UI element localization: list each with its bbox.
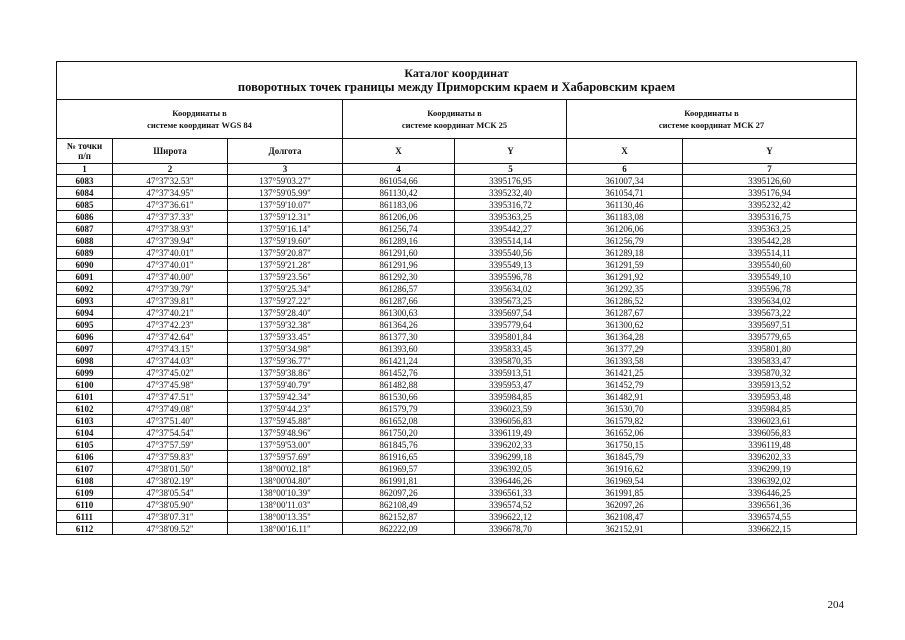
longitude-cell: 137°59'10.07" xyxy=(228,199,343,211)
longitude-cell: 137°59'25.34" xyxy=(228,283,343,295)
y-msk25-cell: 3395833,45 xyxy=(455,343,567,355)
latitude-cell: 47°37'54.54" xyxy=(113,427,228,439)
x-msk27-cell: 361300,62 xyxy=(567,319,683,331)
y-msk27-cell: 3395596,78 xyxy=(683,283,857,295)
group-header-line: системе координат МСК 25 xyxy=(401,120,508,130)
longitude-cell: 137°59'53.00" xyxy=(228,439,343,451)
y-msk27-cell: 3395176,94 xyxy=(683,187,857,199)
longitude-cell: 138°00'16.11" xyxy=(228,523,343,535)
x-msk25-cell: 861421,24 xyxy=(343,355,455,367)
point-number-cell: 6102 xyxy=(57,403,113,415)
point-number-cell: 6087 xyxy=(57,223,113,235)
y-msk25-cell: 3395596,78 xyxy=(455,271,567,283)
latitude-cell: 47°37'45.98" xyxy=(113,379,228,391)
longitude-cell: 137°59'20.87" xyxy=(228,247,343,259)
column-number: 4 xyxy=(343,164,455,175)
y-msk25-cell: 3396056,83 xyxy=(455,415,567,427)
point-number-cell: 6091 xyxy=(57,271,113,283)
latitude-cell: 47°37'43.15" xyxy=(113,343,228,355)
y-msk27-cell: 3395953,48 xyxy=(683,391,857,403)
y-msk25-cell: 3396202,33 xyxy=(455,439,567,451)
y-msk27-cell: 3396056,83 xyxy=(683,427,857,439)
y-msk25-cell: 3395913,51 xyxy=(455,367,567,379)
x-msk27-cell: 361287,67 xyxy=(567,307,683,319)
x-msk27-cell: 361750,15 xyxy=(567,439,683,451)
latitude-cell: 47°37'37.33" xyxy=(113,211,228,223)
point-number-cell: 6098 xyxy=(57,355,113,367)
longitude-cell: 137°59'45.88" xyxy=(228,415,343,427)
x-msk25-cell: 861289,16 xyxy=(343,235,455,247)
x-msk25-cell: 861286,57 xyxy=(343,283,455,295)
y-msk27-cell: 3396023,61 xyxy=(683,415,857,427)
x-msk27-cell: 361206,06 xyxy=(567,223,683,235)
point-number-cell: 6107 xyxy=(57,463,113,475)
latitude-cell: 47°37'47.51" xyxy=(113,391,228,403)
point-number-cell: 6108 xyxy=(57,475,113,487)
column-header-x-msk25: X xyxy=(343,139,455,164)
latitude-cell: 47°37'45.02" xyxy=(113,367,228,379)
y-msk25-cell: 3395363,25 xyxy=(455,211,567,223)
table-row xyxy=(57,175,857,187)
y-msk27-cell: 3395634,02 xyxy=(683,295,857,307)
x-msk27-cell: 361482,91 xyxy=(567,391,683,403)
table-row xyxy=(57,235,857,247)
latitude-cell: 47°37'39.81" xyxy=(113,295,228,307)
table-row xyxy=(57,295,857,307)
point-number-cell: 6109 xyxy=(57,487,113,499)
point-number-cell: 6106 xyxy=(57,451,113,463)
x-msk25-cell: 861377,30 xyxy=(343,331,455,343)
y-msk27-cell: 3396574,55 xyxy=(683,511,857,523)
point-number-cell: 6086 xyxy=(57,211,113,223)
y-msk27-cell: 3395779,65 xyxy=(683,331,857,343)
y-msk25-cell: 3395176,95 xyxy=(455,175,567,187)
y-msk25-cell: 3395514,14 xyxy=(455,235,567,247)
y-msk25-cell: 3395540,56 xyxy=(455,247,567,259)
point-number-cell: 6105 xyxy=(57,439,113,451)
group-header-line: Координаты в xyxy=(684,108,739,118)
longitude-cell: 137°59'19.60" xyxy=(228,235,343,247)
table-row xyxy=(57,271,857,283)
x-msk25-cell: 862222,09 xyxy=(343,523,455,535)
x-msk27-cell: 361291,59 xyxy=(567,259,683,271)
x-msk25-cell: 862108,49 xyxy=(343,499,455,511)
y-msk25-cell: 3396622,12 xyxy=(455,511,567,523)
x-msk25-cell: 861364,26 xyxy=(343,319,455,331)
x-msk27-cell: 361130,46 xyxy=(567,199,683,211)
point-number-cell: 6089 xyxy=(57,247,113,259)
point-number-cell: 6090 xyxy=(57,259,113,271)
longitude-cell: 137°59'03.27" xyxy=(228,175,343,187)
latitude-cell: 47°37'34.95" xyxy=(113,187,228,199)
column-number: 1 xyxy=(57,164,113,175)
table-subtitle: поворотных точек границы между Приморским краем и Хабаровским краем xyxy=(237,80,676,94)
table-row xyxy=(57,247,857,259)
x-msk25-cell: 861482,88 xyxy=(343,379,455,391)
table-row xyxy=(57,499,857,511)
x-msk25-cell: 862152,87 xyxy=(343,511,455,523)
y-msk27-cell: 3395673,22 xyxy=(683,307,857,319)
longitude-cell: 137°59'33.45" xyxy=(228,331,343,343)
column-header-latitude: Широта xyxy=(113,139,228,164)
table-row xyxy=(57,211,857,223)
y-msk27-cell: 3395316,75 xyxy=(683,211,857,223)
latitude-cell: 47°37'38.93" xyxy=(113,223,228,235)
y-msk25-cell: 3395442,27 xyxy=(455,223,567,235)
latitude-cell: 47°37'49.08" xyxy=(113,403,228,415)
longitude-cell: 137°59'21.28" xyxy=(228,259,343,271)
y-msk25-cell: 3395801,84 xyxy=(455,331,567,343)
point-number-cell: 6096 xyxy=(57,331,113,343)
longitude-cell: 137°59'48.96" xyxy=(228,427,343,439)
table-row xyxy=(57,427,857,439)
y-msk27-cell: 3395442,28 xyxy=(683,235,857,247)
y-msk25-cell: 3396446,26 xyxy=(455,475,567,487)
longitude-cell: 138°00'13.35" xyxy=(228,511,343,523)
table-row xyxy=(57,367,857,379)
x-msk25-cell: 861579,79 xyxy=(343,403,455,415)
y-msk27-cell: 3395232,42 xyxy=(683,199,857,211)
y-msk27-cell: 3396119,48 xyxy=(683,439,857,451)
longitude-cell: 138°00'04.80" xyxy=(228,475,343,487)
latitude-cell: 47°38'02.19" xyxy=(113,475,228,487)
page-number: 204 xyxy=(827,599,844,611)
x-msk27-cell: 362097,26 xyxy=(567,499,683,511)
point-number-cell: 6083 xyxy=(57,175,113,187)
point-number-cell: 6104 xyxy=(57,427,113,439)
table-row xyxy=(57,475,857,487)
column-number: 7 xyxy=(683,164,857,175)
latitude-cell: 47°37'40.01" xyxy=(113,259,228,271)
x-msk27-cell: 361530,70 xyxy=(567,403,683,415)
y-msk27-cell: 3395984,85 xyxy=(683,403,857,415)
x-msk25-cell: 861256,74 xyxy=(343,223,455,235)
latitude-cell: 47°37'44.03" xyxy=(113,355,228,367)
y-msk27-cell: 3395363,25 xyxy=(683,223,857,235)
longitude-cell: 137°59'44.23" xyxy=(228,403,343,415)
column-header-longitude: Долгота xyxy=(228,139,343,164)
x-msk27-cell: 361652,06 xyxy=(567,427,683,439)
column-header-line: п/п xyxy=(78,151,91,161)
point-number-cell: 6095 xyxy=(57,319,113,331)
x-msk25-cell: 861530,66 xyxy=(343,391,455,403)
latitude-cell: 47°37'42.64" xyxy=(113,331,228,343)
point-number-cell: 6112 xyxy=(57,523,113,535)
y-msk25-cell: 3396574,52 xyxy=(455,499,567,511)
column-header-y-msk25: Y xyxy=(455,139,567,164)
x-msk27-cell: 361291,92 xyxy=(567,271,683,283)
table-row xyxy=(57,223,857,235)
column-header-point xyxy=(57,139,113,164)
x-msk25-cell: 861130,42 xyxy=(343,187,455,199)
x-msk27-cell: 361289,18 xyxy=(567,247,683,259)
y-msk25-cell: 3395673,25 xyxy=(455,295,567,307)
x-msk25-cell: 861287,66 xyxy=(343,295,455,307)
x-msk27-cell: 361286,52 xyxy=(567,295,683,307)
y-msk25-cell: 3395316,72 xyxy=(455,199,567,211)
y-msk25-cell: 3395232,40 xyxy=(455,187,567,199)
table-row xyxy=(57,199,857,211)
column-header-line: № точки xyxy=(66,141,103,151)
x-msk25-cell: 861750,20 xyxy=(343,427,455,439)
x-msk27-cell: 361421,25 xyxy=(567,367,683,379)
coordinate-table xyxy=(56,61,857,535)
x-msk27-cell: 361183,08 xyxy=(567,211,683,223)
table-row xyxy=(57,415,857,427)
point-number-cell: 6094 xyxy=(57,307,113,319)
longitude-cell: 137°59'40.79" xyxy=(228,379,343,391)
point-number-cell: 6088 xyxy=(57,235,113,247)
column-number: 6 xyxy=(567,164,683,175)
latitude-cell: 47°37'59.83" xyxy=(113,451,228,463)
x-msk25-cell: 861183,06 xyxy=(343,199,455,211)
longitude-cell: 137°59'27.22" xyxy=(228,295,343,307)
y-msk25-cell: 3395953,47 xyxy=(455,379,567,391)
table-row xyxy=(57,283,857,295)
latitude-cell: 47°37'51.40" xyxy=(113,415,228,427)
x-msk27-cell: 361364,28 xyxy=(567,331,683,343)
x-msk25-cell: 861916,65 xyxy=(343,451,455,463)
table-row xyxy=(57,343,857,355)
latitude-cell: 47°37'40.01" xyxy=(113,247,228,259)
y-msk25-cell: 3395984,85 xyxy=(455,391,567,403)
latitude-cell: 47°38'09.52" xyxy=(113,523,228,535)
y-msk27-cell: 3395549,10 xyxy=(683,271,857,283)
table-row xyxy=(57,379,857,391)
column-header-y-msk27: Y xyxy=(683,139,857,164)
x-msk25-cell: 861452,76 xyxy=(343,367,455,379)
table-row xyxy=(57,307,857,319)
point-number-cell: 6093 xyxy=(57,295,113,307)
y-msk27-cell: 3395126,60 xyxy=(683,175,857,187)
x-msk27-cell: 361377,29 xyxy=(567,343,683,355)
point-number-cell: 6085 xyxy=(57,199,113,211)
point-number-cell: 6092 xyxy=(57,283,113,295)
point-number-cell: 6103 xyxy=(57,415,113,427)
latitude-cell: 47°38'05.54" xyxy=(113,487,228,499)
y-msk25-cell: 3396561,33 xyxy=(455,487,567,499)
longitude-cell: 137°59'28.40" xyxy=(228,307,343,319)
longitude-cell: 138°00'02.18" xyxy=(228,463,343,475)
point-number-cell: 6100 xyxy=(57,379,113,391)
table-title: Каталог координат xyxy=(404,66,509,80)
point-number-cell: 6099 xyxy=(57,367,113,379)
y-msk27-cell: 3395540,60 xyxy=(683,259,857,271)
y-msk25-cell: 3395870,35 xyxy=(455,355,567,367)
y-msk27-cell: 3396202,33 xyxy=(683,451,857,463)
point-number-cell: 6101 xyxy=(57,391,113,403)
table-row xyxy=(57,259,857,271)
group-header-line: Координаты в xyxy=(172,108,227,118)
y-msk25-cell: 3396392,05 xyxy=(455,463,567,475)
table-row xyxy=(57,523,857,535)
table-row xyxy=(57,331,857,343)
point-number-cell: 6084 xyxy=(57,187,113,199)
latitude-cell: 47°37'40.21" xyxy=(113,307,228,319)
x-msk25-cell: 862097,26 xyxy=(343,487,455,499)
latitude-cell: 47°38'05.90" xyxy=(113,499,228,511)
table-row xyxy=(57,319,857,331)
x-msk25-cell: 861206,06 xyxy=(343,211,455,223)
y-msk27-cell: 3395913,52 xyxy=(683,379,857,391)
x-msk25-cell: 861300,63 xyxy=(343,307,455,319)
y-msk27-cell: 3395514,11 xyxy=(683,247,857,259)
x-msk25-cell: 861054,66 xyxy=(343,175,455,187)
y-msk27-cell: 3395801,80 xyxy=(683,343,857,355)
x-msk25-cell: 861969,57 xyxy=(343,463,455,475)
x-msk27-cell: 361292,35 xyxy=(567,283,683,295)
x-msk27-cell: 361845,79 xyxy=(567,451,683,463)
y-msk27-cell: 3396561,36 xyxy=(683,499,857,511)
latitude-cell: 47°38'07.31" xyxy=(113,511,228,523)
y-msk27-cell: 3396622,15 xyxy=(683,523,857,535)
table-title-cell xyxy=(57,62,857,100)
x-msk27-cell: 361054,71 xyxy=(567,187,683,199)
x-msk25-cell: 861291,96 xyxy=(343,259,455,271)
latitude-cell: 47°37'32.53" xyxy=(113,175,228,187)
y-msk25-cell: 3396299,18 xyxy=(455,451,567,463)
column-number: 3 xyxy=(228,164,343,175)
latitude-cell: 47°37'39.94" xyxy=(113,235,228,247)
x-msk25-cell: 861652,08 xyxy=(343,415,455,427)
table-row xyxy=(57,451,857,463)
longitude-cell: 137°59'05.99" xyxy=(228,187,343,199)
y-msk25-cell: 3395697,54 xyxy=(455,307,567,319)
longitude-cell: 137°59'32.38" xyxy=(228,319,343,331)
column-number: 5 xyxy=(455,164,567,175)
x-msk25-cell: 861393,60 xyxy=(343,343,455,355)
table-row xyxy=(57,511,857,523)
x-msk27-cell: 361452,79 xyxy=(567,379,683,391)
y-msk25-cell: 3396119,49 xyxy=(455,427,567,439)
latitude-cell: 47°37'39.79" xyxy=(113,283,228,295)
longitude-cell: 137°59'42.34" xyxy=(228,391,343,403)
table-row xyxy=(57,463,857,475)
y-msk25-cell: 3396023,59 xyxy=(455,403,567,415)
y-msk27-cell: 3396446,25 xyxy=(683,487,857,499)
x-msk27-cell: 362152,91 xyxy=(567,523,683,535)
table-row xyxy=(57,391,857,403)
y-msk25-cell: 3395634,02 xyxy=(455,283,567,295)
y-msk25-cell: 3396678,70 xyxy=(455,523,567,535)
latitude-cell: 47°37'57.59" xyxy=(113,439,228,451)
coordinate-catalog-sheet xyxy=(56,61,856,535)
y-msk27-cell: 3396299,19 xyxy=(683,463,857,475)
longitude-cell: 137°59'16.14" xyxy=(228,223,343,235)
latitude-cell: 47°37'36.61" xyxy=(113,199,228,211)
group-header-msk27 xyxy=(567,100,857,139)
latitude-cell: 47°37'42.23" xyxy=(113,319,228,331)
column-number: 2 xyxy=(113,164,228,175)
table-row xyxy=(57,187,857,199)
x-msk25-cell: 861292,30 xyxy=(343,271,455,283)
latitude-cell: 47°38'01.50" xyxy=(113,463,228,475)
table-row xyxy=(57,403,857,415)
longitude-cell: 138°00'11.03" xyxy=(228,499,343,511)
y-msk27-cell: 3395697,51 xyxy=(683,319,857,331)
x-msk27-cell: 361393,58 xyxy=(567,355,683,367)
x-msk25-cell: 861845,76 xyxy=(343,439,455,451)
longitude-cell: 137°59'57.69" xyxy=(228,451,343,463)
point-number-cell: 6110 xyxy=(57,499,113,511)
x-msk27-cell: 361916,62 xyxy=(567,463,683,475)
y-msk25-cell: 3395549,13 xyxy=(455,259,567,271)
longitude-cell: 137°59'38.86" xyxy=(228,367,343,379)
latitude-cell: 47°37'40.00" xyxy=(113,271,228,283)
group-header-wgs84 xyxy=(57,100,343,139)
longitude-cell: 138°00'10.39" xyxy=(228,487,343,499)
group-header-line: системе координат МСК 27 xyxy=(658,120,765,130)
point-number-cell: 6097 xyxy=(57,343,113,355)
y-msk25-cell: 3395779,64 xyxy=(455,319,567,331)
point-number-cell: 6111 xyxy=(57,511,113,523)
longitude-cell: 137°59'36.77" xyxy=(228,355,343,367)
table-row xyxy=(57,439,857,451)
y-msk27-cell: 3396392,02 xyxy=(683,475,857,487)
x-msk27-cell: 361579,82 xyxy=(567,415,683,427)
table-row xyxy=(57,487,857,499)
x-msk27-cell: 361007,34 xyxy=(567,175,683,187)
x-msk27-cell: 362108,47 xyxy=(567,511,683,523)
x-msk27-cell: 361969,54 xyxy=(567,475,683,487)
table-body xyxy=(57,175,857,535)
table-row xyxy=(57,355,857,367)
x-msk27-cell: 361256,79 xyxy=(567,235,683,247)
y-msk27-cell: 3395870,32 xyxy=(683,367,857,379)
group-header-line: Координаты в xyxy=(427,108,482,118)
longitude-cell: 137°59'12.31" xyxy=(228,211,343,223)
group-header-msk25 xyxy=(343,100,567,139)
group-header-line: системе координат WGS 84 xyxy=(147,120,252,130)
longitude-cell: 137°59'23.56" xyxy=(228,271,343,283)
x-msk25-cell: 861291,60 xyxy=(343,247,455,259)
longitude-cell: 137°59'34.98" xyxy=(228,343,343,355)
x-msk27-cell: 361991,85 xyxy=(567,487,683,499)
x-msk25-cell: 861991,81 xyxy=(343,475,455,487)
y-msk27-cell: 3395833,47 xyxy=(683,355,857,367)
column-header-x-msk27: X xyxy=(567,139,683,164)
